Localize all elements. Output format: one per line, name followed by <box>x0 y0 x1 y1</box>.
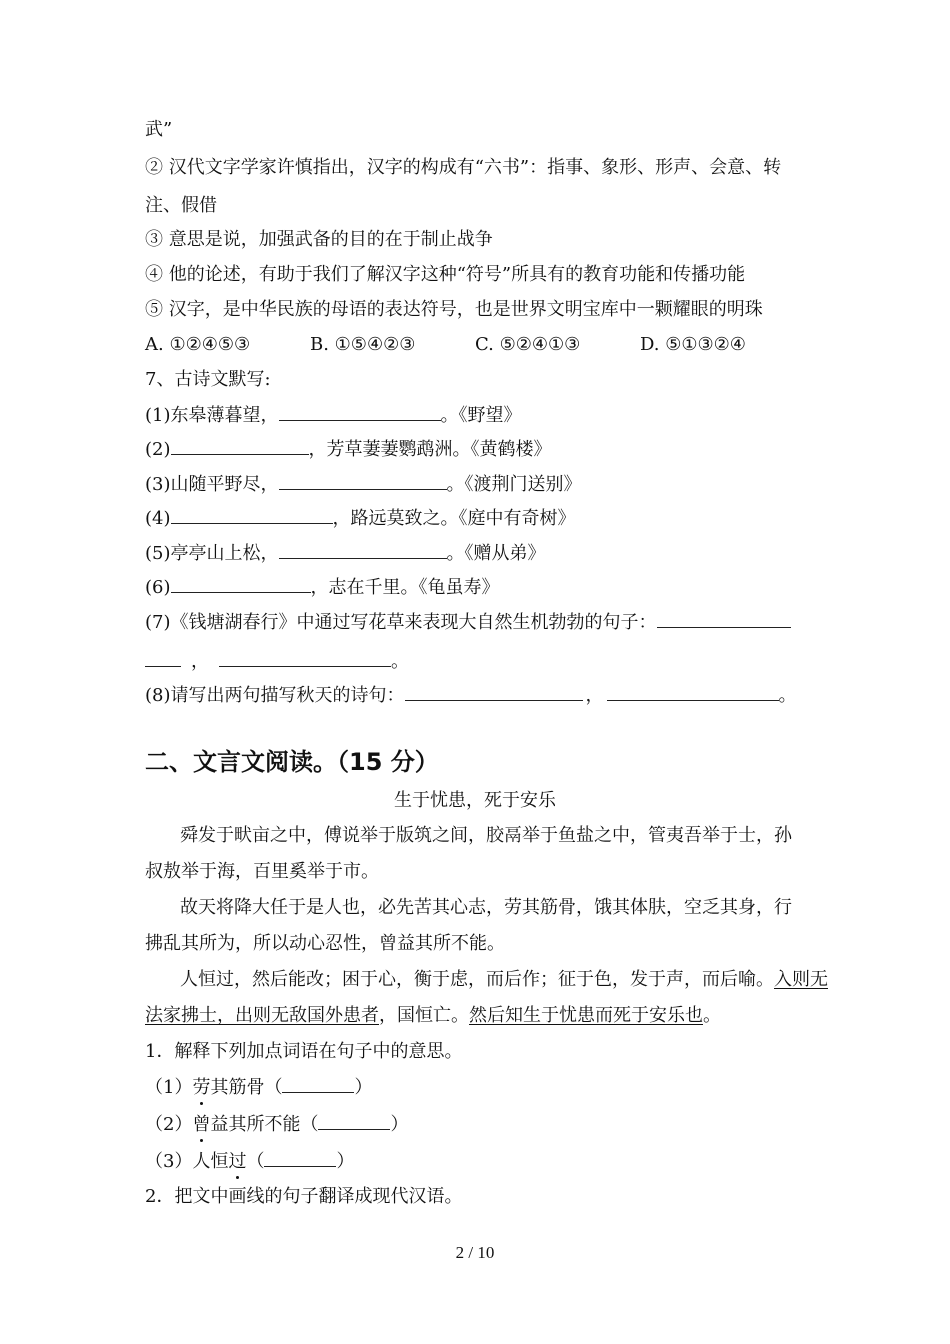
passage-title: 生于忧患，死于安乐 <box>394 790 556 811</box>
q7-2-blank[interactable] <box>171 436 309 455</box>
q1-3-close: ） <box>336 1151 355 1172</box>
q7-item-6 <box>145 574 500 600</box>
section-heading: 二、文言文阅读。（15 分） <box>145 748 439 776</box>
q7-6-text: (6) <box>145 577 171 598</box>
q7-2-text: (2) <box>145 439 171 460</box>
dotted-word-3: 过 <box>228 1151 247 1172</box>
q7-1-text: (1)东皋薄暮望， <box>145 405 279 426</box>
passage-p3-mid: ，国恒亡。 <box>379 1005 469 1026</box>
q7-5-text: (5)亭亭山上松， <box>145 543 279 564</box>
q7-8-end: 。 <box>778 685 797 706</box>
q7-title: 7、古诗文默写: <box>145 369 271 390</box>
sub-question-1: 1．解释下列加点词语在句子中的意思。 <box>145 1041 463 1062</box>
q1-2-blank[interactable] <box>318 1111 390 1130</box>
choice-d[interactable]: D. ⑤①③②④ <box>640 334 746 355</box>
q7-1-source: 。《野望》 <box>440 405 522 426</box>
q7-8-comma: ， <box>585 685 604 706</box>
q7-4-blank[interactable] <box>171 505 333 524</box>
q7-7-blank-b[interactable] <box>219 648 391 667</box>
q7-5-blank[interactable] <box>279 540 447 559</box>
q7-7-end: 。 <box>391 651 409 672</box>
choice-row <box>145 333 746 357</box>
q7-item-2 <box>145 436 552 462</box>
dotted-word-1: 劳 <box>192 1077 211 1098</box>
q7-item-8 <box>145 682 797 708</box>
choice-c[interactable]: C. ⑤②④①③ <box>475 334 581 355</box>
q7-8-blank-b[interactable] <box>607 682 779 701</box>
sub-question-1-2 <box>145 1111 408 1137</box>
q1-3-text: （ <box>246 1151 265 1172</box>
q7-item-7-cont <box>145 648 409 674</box>
passage-p1-cont: 叔敖举于海，百里奚举于市。 <box>145 861 379 882</box>
passage-p3 <box>180 968 828 992</box>
q7-5-source: 。《赠从弟》 <box>446 543 546 564</box>
q7-8-text: (8)请写出两句描写秋天的诗句： <box>145 685 405 706</box>
passage-p3-text: 人恒过，然后能改；困于心，衡于虑，而后作；征于色，发于声，而后喻。 <box>180 969 774 990</box>
page-number: 2 / 10 <box>455 1243 495 1262</box>
q1-1-num: （1） <box>145 1077 193 1098</box>
q7-6-blank[interactable] <box>171 574 311 593</box>
sub-question-1-3 <box>145 1148 354 1174</box>
q7-1-blank[interactable] <box>279 402 441 421</box>
q7-8-blank-a[interactable] <box>405 682 583 701</box>
q7-3-blank[interactable] <box>279 471 447 490</box>
sentence-5: ⑤ 汉字，是中华民族的母语的表达符号，也是世界文明宝库中一颗耀眼的明珠 <box>145 299 763 320</box>
q7-item-7 <box>145 609 791 635</box>
q7-2-source: ，芳草萋萋鹦鹉洲。《黄鹤楼》 <box>308 439 552 460</box>
underlined-sentence-1a: 入则无 <box>774 969 828 990</box>
choice-b[interactable]: B. ①⑤④②③ <box>310 334 416 355</box>
q7-4-text: (4) <box>145 508 171 529</box>
passage-p2: 故天将降大任于是人也，必先苦其心志，劳其筋骨，饿其体肤，空乏其身，行 <box>180 897 792 918</box>
passage-p3-cont <box>145 1004 721 1028</box>
underlined-sentence-1b: 法家拂士，出则无敌国外患者 <box>145 1005 379 1026</box>
q7-4-source: ，路远莫致之。《庭中有奇树》 <box>332 508 576 529</box>
q1-1-close: ） <box>354 1077 373 1098</box>
q7-item-3 <box>145 471 582 497</box>
q7-3-text: (3)山随平野尽， <box>145 474 279 495</box>
q7-7-comma: ， <box>191 651 209 672</box>
sentence-2: ② 汉代文字学家许慎指出，汉字的构成有“六书”：指事、象形、形声、会意、转 <box>145 157 782 178</box>
sub-question-1-1 <box>145 1074 372 1100</box>
q7-7-blank-a[interactable] <box>657 609 791 628</box>
q1-3-num: （3）人恒 <box>145 1151 229 1172</box>
q7-3-source: 。《渡荆门送别》 <box>446 474 582 495</box>
passage-p1: 舜发于畎亩之中，傅说举于版筑之间，胶鬲举于鱼盐之中，管夷吾举于士，孙 <box>180 825 792 846</box>
q7-item-1 <box>145 402 522 428</box>
passage-p3-end: 。 <box>703 1005 721 1026</box>
prev-fragment: 武” <box>145 119 173 140</box>
q1-3-blank[interactable] <box>264 1148 336 1167</box>
choice-a[interactable]: A. ①②④⑤③ <box>145 334 251 355</box>
q7-7-text: (7)《钱塘湖春行》中通过写花草来表现大自然生机勃勃的句子： <box>145 612 657 633</box>
sub-question-2: 2．把文中画线的句子翻译成现代汉语。 <box>145 1186 463 1207</box>
q1-1-text: 其筋骨（ <box>210 1077 283 1098</box>
sentence-2-cont: 注、假借 <box>145 195 217 216</box>
q1-2-num: （2） <box>145 1114 193 1135</box>
dotted-word-2: 曾 <box>192 1114 211 1135</box>
q7-item-5 <box>145 540 546 566</box>
q1-2-close: ） <box>390 1114 409 1135</box>
q1-2-text: 益其所不能（ <box>210 1114 319 1135</box>
passage-p2-cont: 拂乱其所为，所以动心忍性，曾益其所不能。 <box>145 933 505 954</box>
q7-7-blank-a-cont[interactable] <box>145 648 181 667</box>
q7-6-source: ，志在千里。《龟虽寿》 <box>310 577 500 598</box>
sentence-4: ④ 他的论述，有助于我们了解汉字这种“符号”所具有的教育功能和传播功能 <box>145 264 746 285</box>
sentence-3: ③ 意思是说，加强武备的目的在于制止战争 <box>145 229 493 250</box>
underlined-sentence-2: 然后知生于忧患而死于安乐也 <box>469 1005 703 1026</box>
q1-1-blank[interactable] <box>282 1074 354 1093</box>
q7-item-4 <box>145 505 576 531</box>
